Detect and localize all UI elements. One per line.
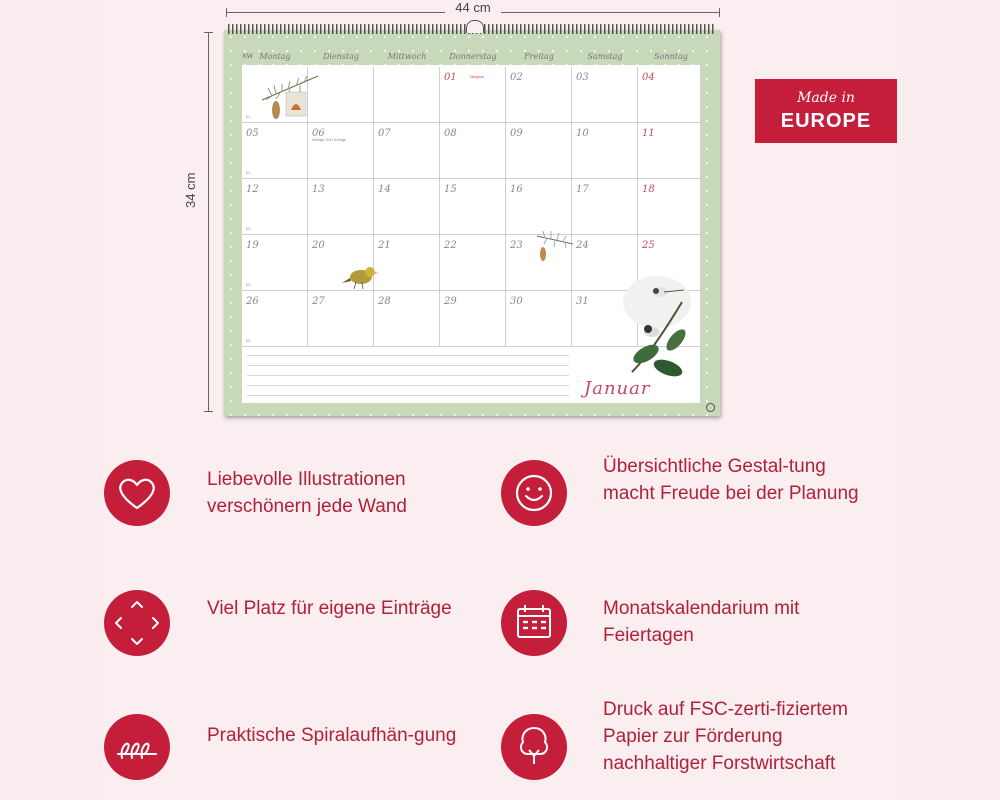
day-number: 01 xyxy=(444,72,457,83)
note-line xyxy=(247,395,569,396)
note-line xyxy=(247,375,569,376)
day-number: 03 xyxy=(576,72,589,83)
day-number: 07 xyxy=(378,128,391,139)
day-number: 22 xyxy=(444,240,457,251)
day-name: Samstag xyxy=(587,52,623,61)
day-cell[interactable] xyxy=(308,291,374,347)
height-dimension-line xyxy=(208,32,209,412)
pine-twig-illustration xyxy=(535,226,575,264)
day-cell[interactable] xyxy=(572,67,638,123)
day-number: 28 xyxy=(378,296,391,307)
day-number: 19 xyxy=(246,240,259,251)
day-cell[interactable] xyxy=(374,235,440,291)
week-number: 01 xyxy=(246,114,251,119)
day-number: 16 xyxy=(510,184,523,195)
week-number: 05 xyxy=(246,338,251,343)
expand-arrows-icon xyxy=(104,590,170,656)
day-number: 31 xyxy=(576,296,589,307)
day-number: 21 xyxy=(378,240,391,251)
day-cell[interactable] xyxy=(506,291,572,347)
day-cell[interactable] xyxy=(440,179,506,235)
day-cell[interactable] xyxy=(374,291,440,347)
day-cell[interactable] xyxy=(308,123,374,179)
day-name: Montag xyxy=(259,52,291,61)
note-line xyxy=(247,365,569,366)
height-dimension-label: 34 cm xyxy=(183,172,198,208)
badge-line2: EUROPE xyxy=(780,110,872,132)
day-number: 29 xyxy=(444,296,457,307)
day-cell[interactable] xyxy=(440,291,506,347)
badge-line1: Made in xyxy=(797,90,855,106)
week-number: 03 xyxy=(246,226,251,231)
day-cell[interactable] xyxy=(308,179,374,235)
spiral-icon xyxy=(104,714,170,780)
feature-text: Liebevolle Illustrationen verschönern jede Wand xyxy=(207,469,407,517)
note-line xyxy=(247,385,569,386)
feature-text: Druck auf FSC-zerti-fiziertem Papier zur Förderung nachhaltiger Forstwirtschaft xyxy=(603,699,848,774)
day-number: 05 xyxy=(246,128,259,139)
day-name: Sonntag xyxy=(654,52,688,61)
day-number: 08 xyxy=(444,128,457,139)
kw-label: KW xyxy=(243,54,253,60)
day-cell[interactable] xyxy=(374,179,440,235)
day-number: 15 xyxy=(444,184,457,195)
day-number: 24 xyxy=(576,240,589,251)
day-cell[interactable] xyxy=(440,67,506,123)
day-cell[interactable] xyxy=(242,123,308,179)
day-cell[interactable] xyxy=(638,67,704,123)
day-number: 09 xyxy=(510,128,523,139)
day-cell[interactable] xyxy=(506,67,572,123)
smiley-icon xyxy=(501,460,567,526)
day-cell[interactable] xyxy=(572,179,638,235)
day-cell[interactable] xyxy=(242,235,308,291)
day-cell[interactable] xyxy=(374,123,440,179)
day-number: 25 xyxy=(642,240,655,251)
day-name: Mittwoch xyxy=(387,52,427,61)
note-line xyxy=(247,355,569,356)
bird-illustration xyxy=(342,262,380,290)
feature-text: Praktische Spiralaufhän-gung xyxy=(207,725,457,746)
day-number: 18 xyxy=(642,184,655,195)
holiday-note: Heilige Drei Könige xyxy=(312,137,347,142)
day-cell[interactable] xyxy=(242,291,308,347)
feature-text: Monatskalendarium mit Feiertagen xyxy=(603,598,800,646)
feature-text: Viel Platz für eigene Einträge xyxy=(207,598,452,619)
day-number: 14 xyxy=(378,184,391,195)
day-cell[interactable] xyxy=(374,67,440,123)
day-cell[interactable] xyxy=(440,235,506,291)
day-number: 10 xyxy=(576,128,589,139)
tree-icon xyxy=(501,714,567,780)
calendar-icon xyxy=(501,590,567,656)
day-number: 04 xyxy=(642,72,655,83)
week-number: 04 xyxy=(246,282,251,287)
day-cell[interactable] xyxy=(242,179,308,235)
hanger-hook xyxy=(466,20,484,33)
day-number: 27 xyxy=(312,296,325,307)
day-cell[interactable] xyxy=(506,123,572,179)
day-number: 20 xyxy=(312,240,325,251)
day-name: Freitag xyxy=(524,52,554,61)
day-cell[interactable] xyxy=(638,123,704,179)
holiday-note: Neujahr xyxy=(470,74,485,79)
month-name: Januar xyxy=(584,378,651,399)
week-number: 02 xyxy=(246,170,251,175)
day-number: 02 xyxy=(510,72,523,83)
feature-text: Übersichtliche Gestal-tung macht Freude bei der Planung xyxy=(603,456,859,504)
day-cell[interactable] xyxy=(638,179,704,235)
day-cell[interactable] xyxy=(572,123,638,179)
titmouse-branch-illustration xyxy=(612,272,702,392)
day-number: 17 xyxy=(576,184,589,195)
width-dimension-label: 44 cm xyxy=(445,0,501,15)
heart-icon xyxy=(104,460,170,526)
day-cell[interactable] xyxy=(440,123,506,179)
day-number: 11 xyxy=(642,128,655,139)
day-number: 30 xyxy=(510,296,523,307)
day-number: 06 xyxy=(312,128,325,139)
publisher-logo xyxy=(706,403,715,412)
day-number: 26 xyxy=(246,296,259,307)
day-number: 13 xyxy=(312,184,325,195)
day-name: Donnerstag xyxy=(449,52,497,61)
pine-branch-illustration xyxy=(258,70,324,122)
day-name: Dienstag xyxy=(322,52,360,61)
day-number: 12 xyxy=(246,184,259,195)
made-in-europe-badge xyxy=(755,79,897,143)
day-number: 23 xyxy=(510,240,523,251)
